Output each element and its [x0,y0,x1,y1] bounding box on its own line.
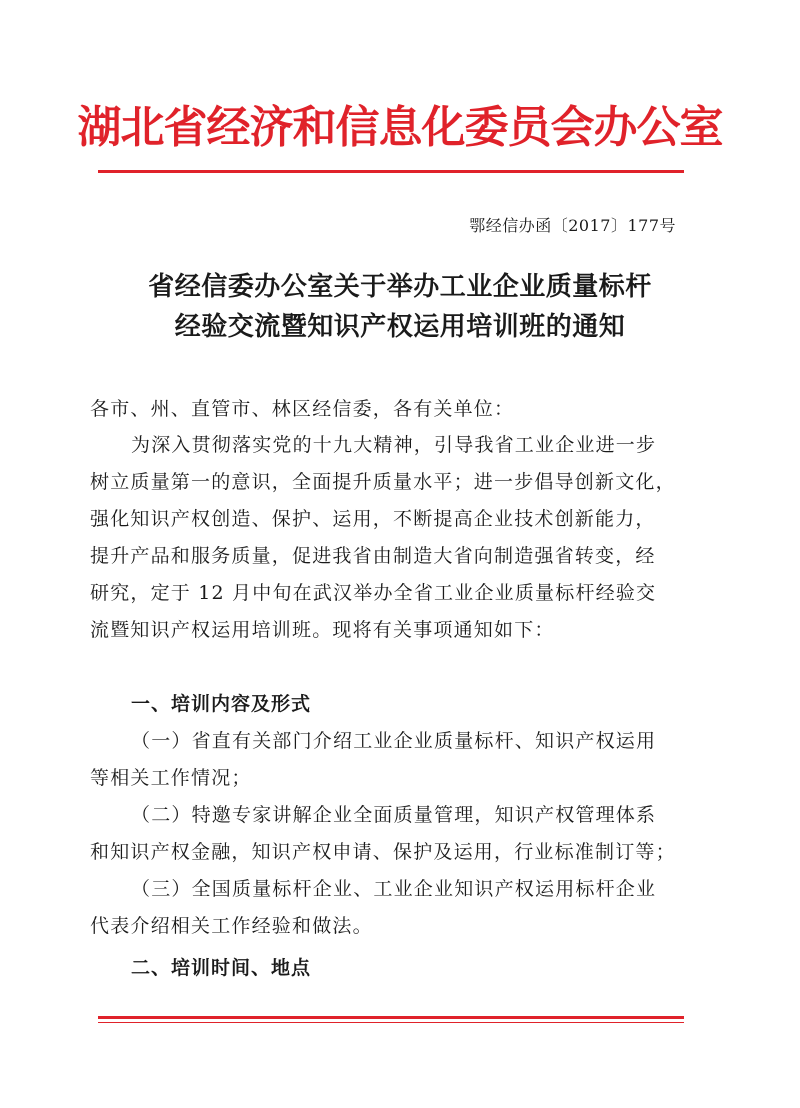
document-number: 鄂经信办函〔2017〕177号 [469,216,676,235]
intro-line-1: 为深入贯彻落实党的十九大精神，引导我省工业企业进一步 [131,434,657,456]
intro-line-3: 强化知识产权创造、保护、运用，不断提高企业技术创新能力， [90,508,656,530]
intro-line-6: 流暨知识产权运用培训班。现将有关事项通知如下： [90,619,555,641]
intro-line-5: 研究，定于 12 月中旬在武汉举办全省工业企业质量标杆经验交 [90,582,657,604]
header-red-rule [98,170,684,173]
section1-item-3-line-1: （三）全国质量标杆企业、工业企业知识产权运用标杆企业 [131,878,657,900]
document-title-line-2: 经验交流暨知识产权运用培训班的通知 [174,312,626,342]
document-title-line-1: 省经信委办公室关于举办工业企业质量标杆 [148,272,652,302]
section1-item-1-line-1: （一）省直有关部门介绍工业企业质量标杆、知识产权运用 [131,730,657,752]
section-heading-1: 一、培训内容及形式 [131,693,312,715]
salutation: 各市、州、直管市、林区经信委，各有关单位： [90,398,515,420]
intro-line-4: 提升产品和服务质量，促进我省由制造大省向制造强省转变，经 [90,545,656,567]
footer-red-rule-thin [98,1022,684,1023]
intro-line-2: 树立质量第一的意识，全面提升质量水平；进一步倡导创新文化， [90,471,676,493]
section1-item-2-line-2: 和知识产权金融，知识产权申请、保护及运用，行业标准制订等； [90,841,676,863]
issuing-organization-header: 湖北省经济和信息化委员会办公室 [77,102,723,153]
section1-item-2-line-1: （二）特邀专家讲解企业全面质量管理，知识产权管理体系 [131,804,657,826]
section1-item-1-line-2: 等相关工作情况； [90,767,252,789]
section1-item-3-line-2: 代表介绍相关工作经验和做法。 [90,915,373,937]
section-heading-2: 二、培训时间、地点 [131,957,312,979]
footer-red-rule-thick [98,1016,684,1019]
